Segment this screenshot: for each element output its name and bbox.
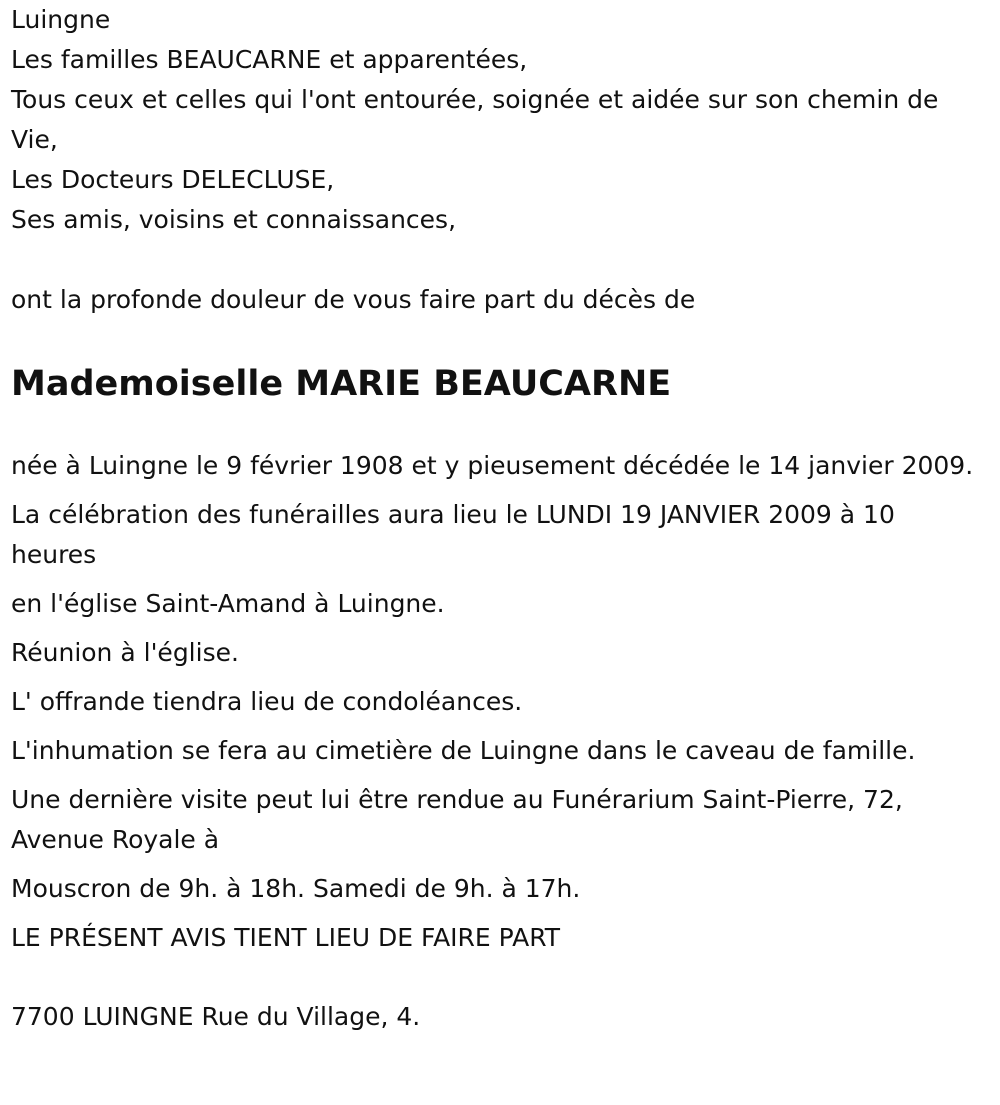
detail-line: Réunion à l'église. [11,638,239,667]
detail-line: L' offrande tiendra lieu de condoléances. [11,687,523,716]
address: 7700 LUINGNE Rue du Village, 4. [11,1002,421,1031]
detail-line: L'inhumation se fera au cimetière de Luingne dans le caveau de famille. [11,736,916,765]
family-line: Les Docteurs DELECLUSE, [11,165,335,194]
family-list [11,0,986,240]
detail-line: Une dernière visite peut lui être rendue au Funérarium Saint-Pierre, 72, Avenue Royale à [11,785,903,854]
detail-line: née à Luingne le 9 février 1908 et y pieusement décédée le 14 janvier 2009. [11,451,974,480]
funeral-details [11,446,986,958]
deceased-name: Mademoiselle MARIE BEAUCARNE [11,364,672,404]
obituary-notice [11,0,986,1062]
intro-sentence: ont la profonde douleur de vous faire part du décès de [11,285,696,314]
family-line: Luingne [11,5,111,34]
detail-line: LE PRÉSENT AVIS TIENT LIEU DE FAIRE PART [11,923,561,952]
detail-line: La célébration des funérailles aura lieu le LUNDI 19 JANVIER 2009 à 10 heures [11,500,895,569]
family-line: Tous ceux et celles qui l'ont entourée, soignée et aidée sur son chemin de Vie, [11,85,939,154]
detail-line: en l'église Saint-Amand à Luingne. [11,589,445,618]
family-line: Les familles BEAUCARNE et apparentées, [11,45,528,74]
detail-line: Mouscron de 9h. à 18h. Samedi de 9h. à 17h. [11,874,581,903]
family-line: Ses amis, voisins et connaissances, [11,205,457,234]
